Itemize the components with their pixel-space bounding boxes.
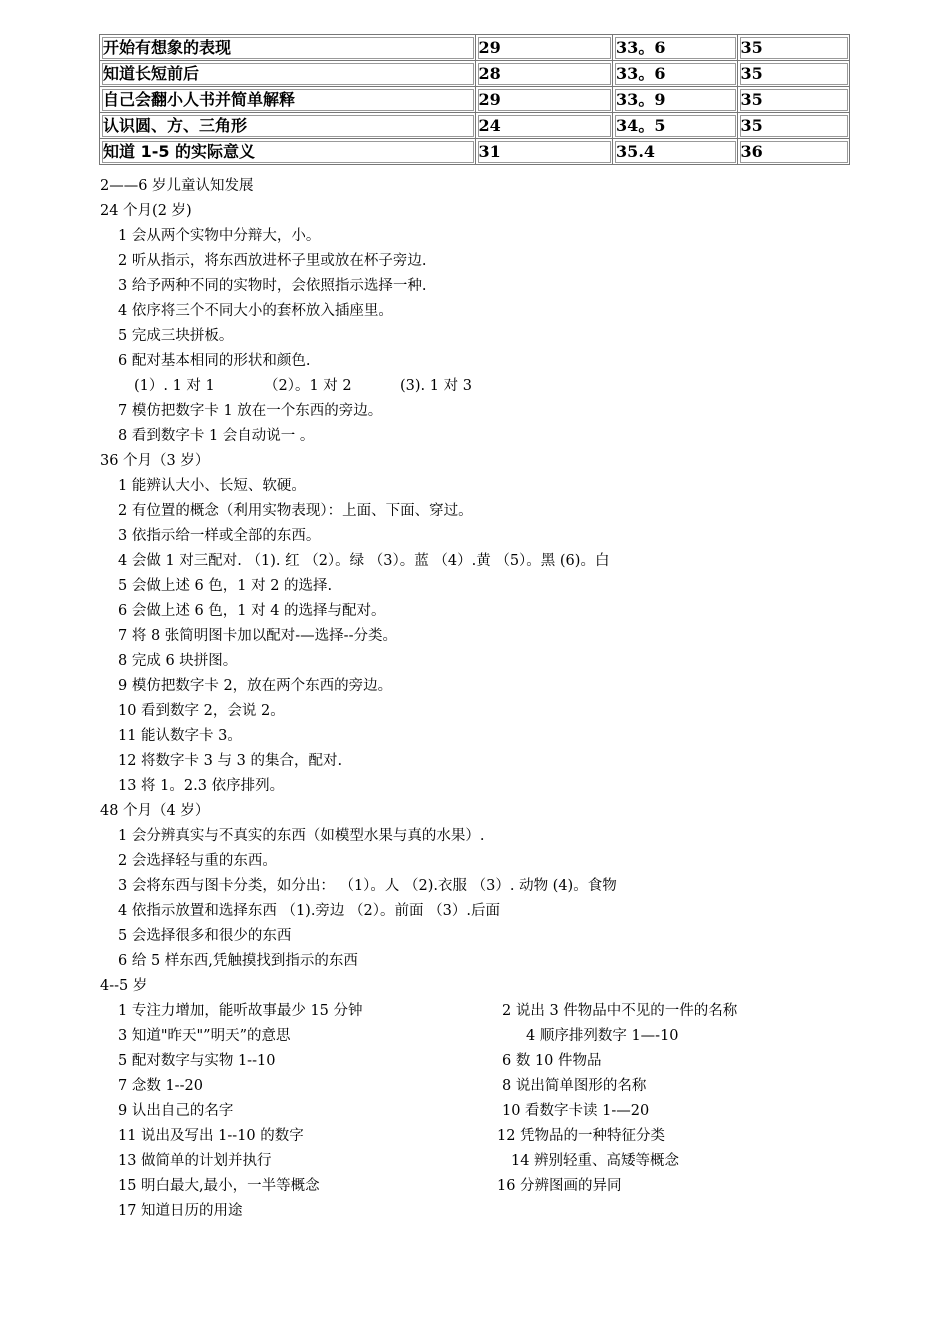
list-item: 5 会选择很多和很少的东西 [118,928,292,944]
list-item: 7 将 8 张简明图卡加以配对-—选择--分类。 [118,628,397,644]
age-value-1: 29 [476,35,614,61]
list-item: 11 说出及写出 1--10 的数字 [118,1128,304,1144]
list-item: 1 能辨认大小、长短、软硬。 [118,478,306,494]
list-item: 3 会将东西与图卡分类，如分出： （1）。人 （2).衣服 （3）. 动物 (4)。食物 [118,878,617,894]
table-row [100,35,850,61]
age-value-1: 31 [476,139,614,165]
list-item: 4 顺序排列数字 1—-10 [526,1028,679,1044]
table-row [100,113,850,139]
list-item: 4 依序将三个不同大小的套杯放入插座里。 [118,303,393,319]
milestone-description: 自己会翻小人书并简单解释 [100,87,476,113]
list-item: 5 配对数字与实物 1--10 [118,1053,276,1069]
list-item: 2 听从指示，将东西放进杯子里或放在杯子旁边. [118,253,427,269]
list-item: 3 依指示给一样或全部的东西。 [118,528,321,544]
list-item: 12 将数字卡 3 与 3 的集合，配对. [118,753,343,769]
list-item: 2 会选择轻与重的东西。 [118,853,277,869]
age-value-1: 28 [476,61,614,87]
age-value-3: 35 [738,61,850,87]
list-item: 6 数 10 件物品 [502,1053,602,1069]
list-item: 6 会做上述 6 色，1 对 4 的选择与配对。 [118,603,386,619]
age-heading-4-5y: 4--5 岁 [100,978,148,994]
list-item: 3 给予两种不同的实物时，会依照指示选择一种. [118,278,427,294]
sub-item: (1）. 1 对 1 [134,378,215,394]
milestone-description: 知道 1-5 的实际意义 [100,139,476,165]
list-item: 14 辨别轻重、高矮等概念 [511,1153,680,1169]
list-item: 6 配对基本相同的形状和颜色. [118,353,311,369]
sub-item: (3). 1 对 3 [400,378,472,394]
age-value-2: 33。6 [613,35,737,61]
list-item: 8 看到数字卡 1 会自动说一 。 [118,428,315,444]
list-item: 12 凭物品的一种特征分类 [497,1128,666,1144]
table-row [100,61,850,87]
age-value-2: 35.4 [613,139,737,165]
list-item: 13 将 1。2.3 依序排列。 [118,778,285,794]
age-value-3: 35 [738,87,850,113]
age-value-1: 24 [476,113,614,139]
age-heading-48m: 48 个月（4 岁） [100,803,210,819]
milestone-description: 认识圆、方、三角形 [100,113,476,139]
list-item: 7 念数 1--20 [118,1078,203,1094]
list-item: 2 说出 3 件物品中不见的一件的名称 [502,1003,738,1019]
table-row [100,139,850,165]
list-item: 1 会从两个实物中分辩大，小。 [118,228,321,244]
age-value-3: 35 [738,35,850,61]
list-item: 10 看到数字 2，会说 2。 [118,703,285,719]
list-item: 11 能认数字卡 3。 [118,728,242,744]
list-item: 1 专注力增加，能听故事最少 15 分钟 [118,1003,363,1019]
list-item: 7 模仿把数字卡 1 放在一个东西的旁边。 [118,403,383,419]
age-heading-36m: 36 个月（3 岁） [100,453,210,469]
table-row [100,87,850,113]
section-title: 2——6 岁儿童认知发展 [100,178,254,194]
age-value-3: 35 [738,113,850,139]
list-item: 10 看数字卡读 1-—20 [502,1103,650,1119]
list-item: 4 会做 1 对三配对. （1). 红 （2）。绿 （3）。蓝 （4）.黄 （5）。黑 (6)。白 [118,553,610,569]
list-item: 13 做简单的计划并执行 [118,1153,272,1169]
list-item: 1 会分辨真实与不真实的东西（如模型水果与真的水果）. [118,828,485,844]
age-value-2: 34。5 [613,113,737,139]
age-heading-24m: 24 个月(2 岁) [100,203,192,219]
age-value-1: 29 [476,87,614,113]
list-item: 4 依指示放置和选择东西 （1).旁边 （2）。前面 （3）.后面 [118,903,500,919]
list-item: 16 分辨图画的异同 [497,1178,622,1194]
list-item: 3 知道"昨天"”明天”的意思 [118,1028,291,1044]
milestone-description: 知道长短前后 [100,61,476,87]
age-value-2: 33。9 [613,87,737,113]
age-value-2: 33。6 [613,61,737,87]
list-item: 8 说出简单图形的名称 [502,1078,647,1094]
sub-item: （2）。1 对 2 [264,378,352,394]
list-item: 9 认出自己的名字 [118,1103,234,1119]
list-item: 5 会做上述 6 色，1 对 2 的选择. [118,578,333,594]
list-item: 2 有位置的概念（利用实物表现）：上面、下面、穿过。 [118,503,473,519]
milestone-table [99,34,850,165]
list-item: 5 完成三块拼板。 [118,328,234,344]
milestone-description: 开始有想象的表现 [100,35,476,61]
age-value-3: 36 [738,139,850,165]
list-item: 8 完成 6 块拼图。 [118,653,238,669]
list-item: 17 知道日历的用途 [118,1203,243,1219]
list-item: 6 给 5 样东西,凭触摸找到指示的东西 [118,953,358,969]
list-item: 9 模仿把数字卡 2，放在两个东西的旁边。 [118,678,393,694]
list-item: 15 明白最大,最小，一半等概念 [118,1178,320,1194]
